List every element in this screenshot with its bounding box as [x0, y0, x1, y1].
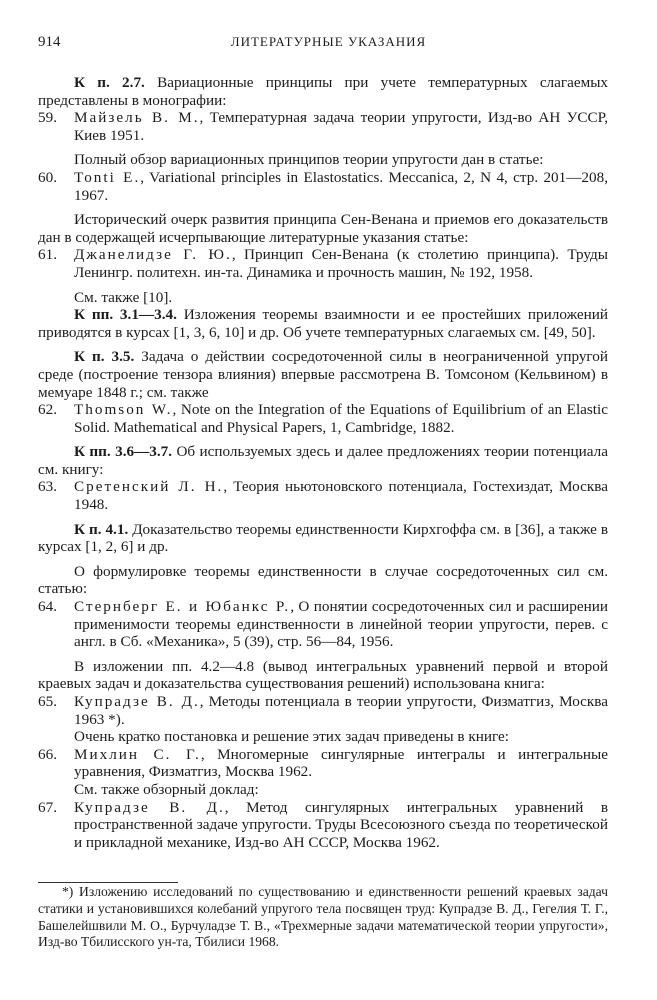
reference-number: 66. [38, 745, 57, 763]
reference-author: Купрадзе В. Д. [74, 693, 200, 710]
paragraph [38, 211, 608, 246]
reference-text: , Принцип Сен-Венана (к столетию принципа). Труды Ленингр. политехн. ин-та. Динамика и прочность машин, № 192, 1958. [74, 246, 608, 281]
reference-text: , Метод сингулярных интегральных уравнений в пространственной задаче упругости. Труды Всесоюзного съезда по теоретической и прикладной механике, Изд-во АН СССР, Москва 1962. [74, 798, 608, 851]
paragraph [38, 728, 608, 746]
reference-text: , Многомерные сингулярные интегралы и интегральные уравнения, Физматгиз, Москва 1962. [74, 745, 608, 781]
paragraph-text: Доказательство теоремы единственности Кирхгоффа см. в [36], а также в курсах [1, 2, 6] и др. [38, 520, 608, 556]
paragraph-lead: К пп. 3.1—3.4. [74, 306, 177, 324]
paragraph [38, 74, 608, 109]
paragraph-text: Очень кратко постановка и решение этих задач приведены в книге: [74, 728, 509, 746]
paragraph [38, 348, 608, 401]
reference-text: , Variational principles in Elastostatics. Meccanica, 2, N 4, стр. 201—208, 1967. [74, 168, 609, 204]
reference-entry [38, 109, 608, 144]
reference-number: 63. [38, 478, 57, 496]
reference-author: Михлин С. Г. [74, 745, 201, 763]
reference-number: 62. [38, 401, 57, 419]
paragraph-text: Исторический очерк развития принципа Сен-Венана и приемов его доказательств дан в содержащей исчерпывающие литературные указания статье: [38, 211, 608, 246]
reference-entry [38, 746, 608, 781]
paragraph-text: Об используемых здесь и далее предложениях теории потенциала см. книгу: [38, 443, 609, 478]
reference-entry [38, 598, 608, 651]
running-title: ЛИТЕРАТУРНЫЕ УКАЗАНИЯ [230, 34, 427, 49]
reference-number: 60. [38, 168, 57, 186]
reference-entry [38, 478, 608, 513]
paragraph [38, 443, 608, 478]
paragraph [38, 658, 608, 693]
page-body [38, 74, 608, 851]
paragraph [38, 151, 608, 169]
paragraph-text: Вариационные принципы при учете температурных слагаемых представлены в монографии: [38, 74, 608, 109]
reference-number: 67. [38, 798, 57, 816]
paragraph-text: См. также обзорный доклад: [74, 780, 259, 798]
reference-text: , Note on the Integration of the Equations of Equilibrium of an Elastic Solid. Mathematical and Physical Papers, 1, Cambridge, 1882. [74, 401, 608, 436]
footnote-rule [38, 882, 178, 883]
paragraph [38, 289, 608, 307]
paragraph-lead: К пп. 3.6—3.7. [74, 443, 173, 461]
paragraph [38, 563, 608, 598]
reference-text: , О понятии сосредоточенных сил и расширении применимости теоремы единственности в линейной теории упругости, перев. с англ. в Сб. «Механика», 5 (39), стр. 56—84, 1956. [74, 598, 608, 651]
paragraph [38, 781, 608, 799]
paragraph-lead: К п. 3.5. [74, 348, 135, 366]
paragraph-text: См. также [10]. [74, 288, 173, 306]
paragraph-text: О формулировке теоремы единственности в случае сосредоточенных сил см. статью: [38, 562, 608, 598]
reference-entry [38, 799, 608, 852]
reference-author: Джанелидзе Г. Ю. [74, 246, 232, 264]
reference-text: , Теория ньютоновского потенциала, Гостехиздат, Москва 1948. [74, 478, 608, 514]
reference-number: 65. [38, 693, 57, 710]
reference-entry [38, 401, 608, 436]
reference-author: Майзель В. М. [74, 109, 200, 127]
page-number: 914 [38, 34, 61, 50]
paragraph-text: Задача о действии сосредоточенной силы в неограниченной упругой среде (построение тензора влияния) впервые рассмотрена В. Томсоном (Кельвином) в мемуаре 1848 г.; см. также [38, 348, 609, 401]
reference-entry [38, 246, 608, 281]
reference-entry [38, 693, 608, 728]
reference-author: Купрадзе В. Д. [74, 798, 225, 816]
reference-author: Thomson W. [74, 401, 173, 419]
footnote: *) Изложению исследований по существованию и единственности решений краевых задач статики и установившихся колебаний упругого тела посвящен труд: Купрадзе В. Д., Гегелия Т. Г., Башелейшвили М. О., Бурчуладзе Т. В., «Трехмерные задачи математической теории упругости», Изд-во Тбилисского ун-та, Тбилиси 1968. [38, 884, 608, 950]
paragraph-lead: К п. 4.1. [74, 520, 129, 538]
reference-number: 64. [38, 598, 57, 616]
reference-author: Стернберг Е. и Юбанкс Р. [74, 598, 291, 616]
reference-number: 61. [38, 246, 57, 264]
paragraph-text: Полный обзор вариационных принципов теории упругости дан в статье: [74, 151, 544, 169]
reference-author: Tonti E. [74, 168, 141, 186]
paragraph-text: Изложения теоремы взаимности и ее простейших приложений приводятся в курсах [1, 3, 6, 10] и др. Об учете температурных слагаемых см. [49, 50]. [38, 306, 608, 341]
paragraph-lead: К п. 2.7. [74, 74, 145, 91]
paragraph [38, 306, 608, 341]
reference-author: Сретенский Л. Н. [74, 478, 224, 496]
paragraph [38, 521, 608, 556]
reference-text: , Методы потенциала в теории упругости, Физматгиз, Москва 1963 *). [74, 693, 608, 728]
reference-entry [38, 169, 608, 204]
reference-number: 59. [38, 109, 57, 127]
reference-text: , Температурная задача теории упругости, Изд-во АН УССР, Киев 1951. [74, 109, 608, 144]
paragraph-text: В изложении пп. 4.2—4.8 (вывод интегральных уравнений первой и второй краевых задач и доказательства существования решений) использована книга: [38, 657, 608, 693]
